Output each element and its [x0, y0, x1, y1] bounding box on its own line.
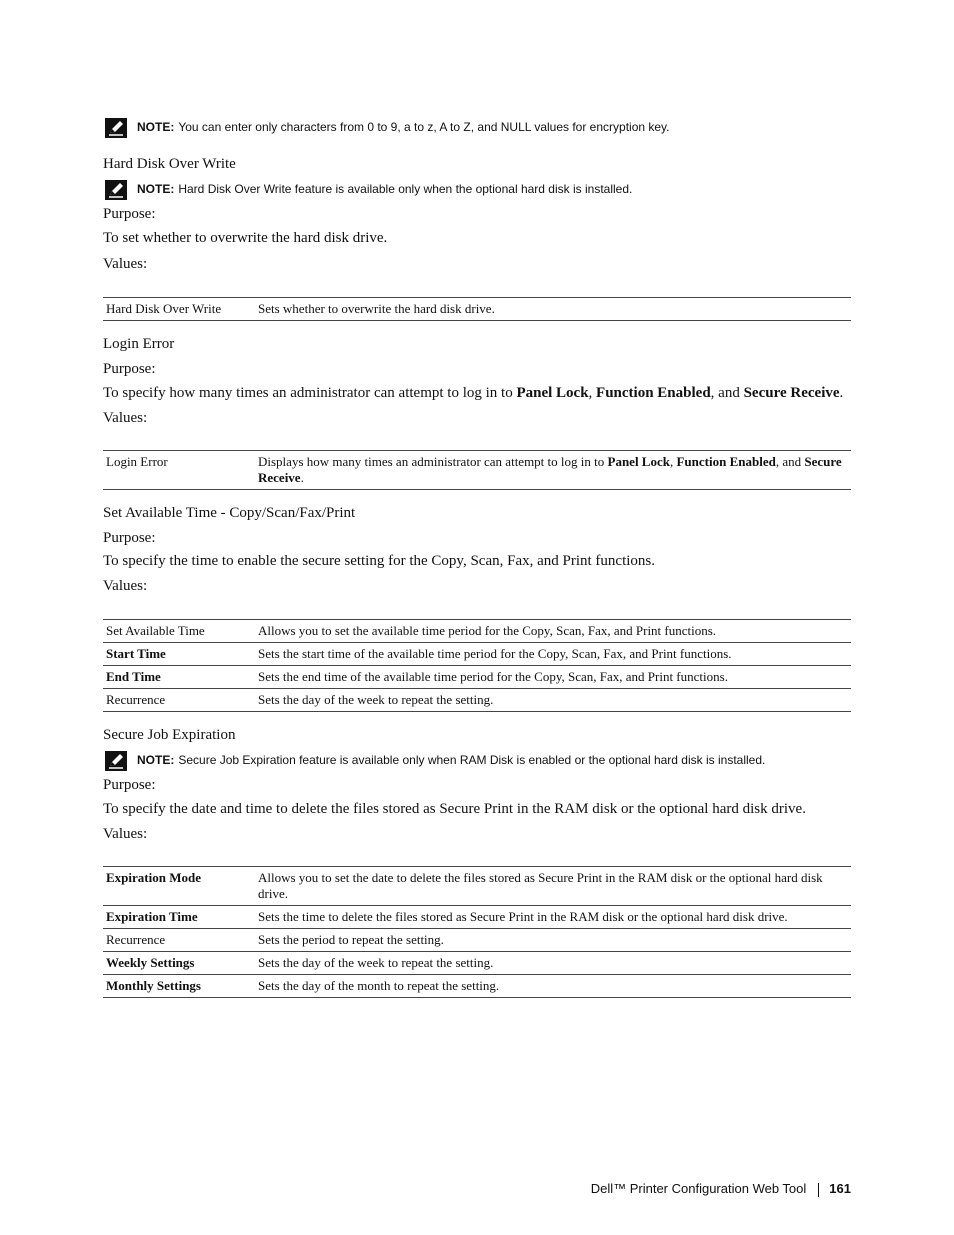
note-secure-job [103, 751, 851, 773]
text-run-bold: Secure Receive [258, 454, 842, 485]
text-run: , and [710, 385, 744, 401]
value-key: Monthly Settings [103, 975, 255, 998]
text-run-bold: Panel Lock [607, 454, 670, 469]
text-run: , [588, 385, 597, 401]
table-row [103, 643, 851, 666]
page-footer [560, 1180, 851, 1198]
purpose-text: To set whether to overwrite the hard disk drive. [103, 230, 388, 246]
value-desc: Sets the start time of the available time period for the Copy, Scan, Fax, and Print functions. [255, 643, 851, 666]
value-key: Hard Disk Over Write [103, 298, 255, 321]
purpose-label: Purpose: [103, 361, 156, 377]
values-label: Values: [103, 826, 148, 842]
values-label: Values: [103, 410, 148, 426]
text-run-bold: Function Enabled [676, 454, 776, 469]
note-encryption [103, 118, 851, 140]
value-desc: Allows you to set the available time period for the Copy, Scan, Fax, and Print functions. [255, 620, 851, 643]
note-text: Secure Job Expiration feature is available only when [178, 753, 460, 767]
note-pencil-icon [105, 118, 127, 138]
text-run-bold: Function Enabled [596, 385, 711, 401]
values-table-login-error [103, 450, 851, 490]
value-desc [255, 451, 851, 490]
footer-divider [818, 1183, 819, 1197]
footer-title: Dell™ Printer Configuration Web Tool [590, 1181, 807, 1196]
value-desc: Sets the day of the week to repeat the setting. [255, 952, 851, 975]
value-desc: Sets the day of the month to repeat the setting. [255, 975, 851, 998]
purpose-text: To specify the date and time to delete the files stored as Secure Print in the RAM disk or the optional hard disk drive. [103, 801, 806, 817]
section-title-login-error: Login Error [103, 336, 175, 352]
value-key: Weekly Settings [103, 952, 255, 975]
values-table-hard-disk [103, 297, 851, 321]
text-run: , and [775, 454, 805, 469]
section-title-secure-job: Secure Job Expiration [103, 727, 236, 743]
note-text: Hard Disk Over Write feature is available only when the optional hard disk is installed. [178, 182, 633, 196]
values-label: Values: [103, 256, 148, 272]
value-key: End Time [103, 666, 255, 689]
table-row [103, 298, 851, 321]
text-run-bold: Panel Lock [516, 385, 589, 401]
value-desc: Sets the day of the week to repeat the setting. [255, 689, 851, 712]
values-label: Values: [103, 578, 148, 594]
note-pencil-icon [105, 751, 127, 771]
text-run: . [300, 470, 304, 485]
section-title-hard-disk: Hard Disk Over Write [103, 156, 236, 172]
table-row [103, 929, 851, 952]
purpose-text: To specify the time to enable the secure setting for the Copy, Scan, Fax, and Print functions. [103, 553, 656, 569]
purpose-label: Purpose: [103, 777, 156, 793]
text-run: To specify how many times an administrator can attempt to log in to [103, 385, 517, 401]
text-run: . [839, 385, 844, 401]
document-page [103, 114, 851, 998]
value-key: Expiration Mode [103, 867, 255, 906]
table-row [103, 867, 851, 906]
note-label: NOTE: [137, 182, 175, 196]
values-table-available-time [103, 619, 851, 712]
table-row [103, 906, 851, 929]
purpose-text [103, 384, 851, 403]
text-run-bold: Secure Receive [743, 385, 840, 401]
value-key: Recurrence [103, 929, 255, 952]
value-desc: Sets whether to overwrite the hard disk drive. [255, 298, 851, 321]
note-pencil-icon [105, 180, 127, 200]
section-title-available-time: Set Available Time - Copy/Scan/Fax/Print [103, 505, 356, 521]
purpose-label: Purpose: [103, 206, 156, 222]
table-row [103, 451, 851, 490]
table-row [103, 952, 851, 975]
purpose-label: Purpose: [103, 530, 156, 546]
table-row [103, 666, 851, 689]
note-label: NOTE: [137, 120, 175, 134]
value-key: Recurrence [103, 689, 255, 712]
table-row [103, 689, 851, 712]
text-run: Displays how many times an administrator can attempt to log in to [258, 454, 608, 469]
page-number: 161 [829, 1181, 851, 1196]
note-text: You can enter only characters from 0 to 9, a to z, A to Z, and NULL values for encryption key. [178, 120, 670, 134]
text-run: , [669, 454, 677, 469]
value-desc: Sets the end time of the available time period for the Copy, Scan, Fax, and Print functions. [255, 666, 851, 689]
value-desc: Sets the time to delete the files stored as Secure Print in the RAM disk or the optional hard disk drive. [255, 906, 851, 929]
note-hard-disk [103, 180, 851, 202]
value-key: Login Error [103, 451, 255, 490]
note-ram-disk: RAM Disk [459, 753, 514, 767]
note-label: NOTE: [137, 753, 175, 767]
table-row [103, 620, 851, 643]
value-key: Set Available Time [103, 620, 255, 643]
value-key: Start Time [103, 643, 255, 666]
value-desc: Sets the period to repeat the setting. [255, 929, 851, 952]
table-row [103, 975, 851, 998]
values-table-secure-job [103, 866, 851, 998]
note-text: is enabled or the optional hard disk is installed. [513, 753, 766, 767]
value-key: Expiration Time [103, 906, 255, 929]
value-desc: Allows you to set the date to delete the files stored as Secure Print in the RAM disk or the optional hard disk drive. [255, 867, 851, 906]
